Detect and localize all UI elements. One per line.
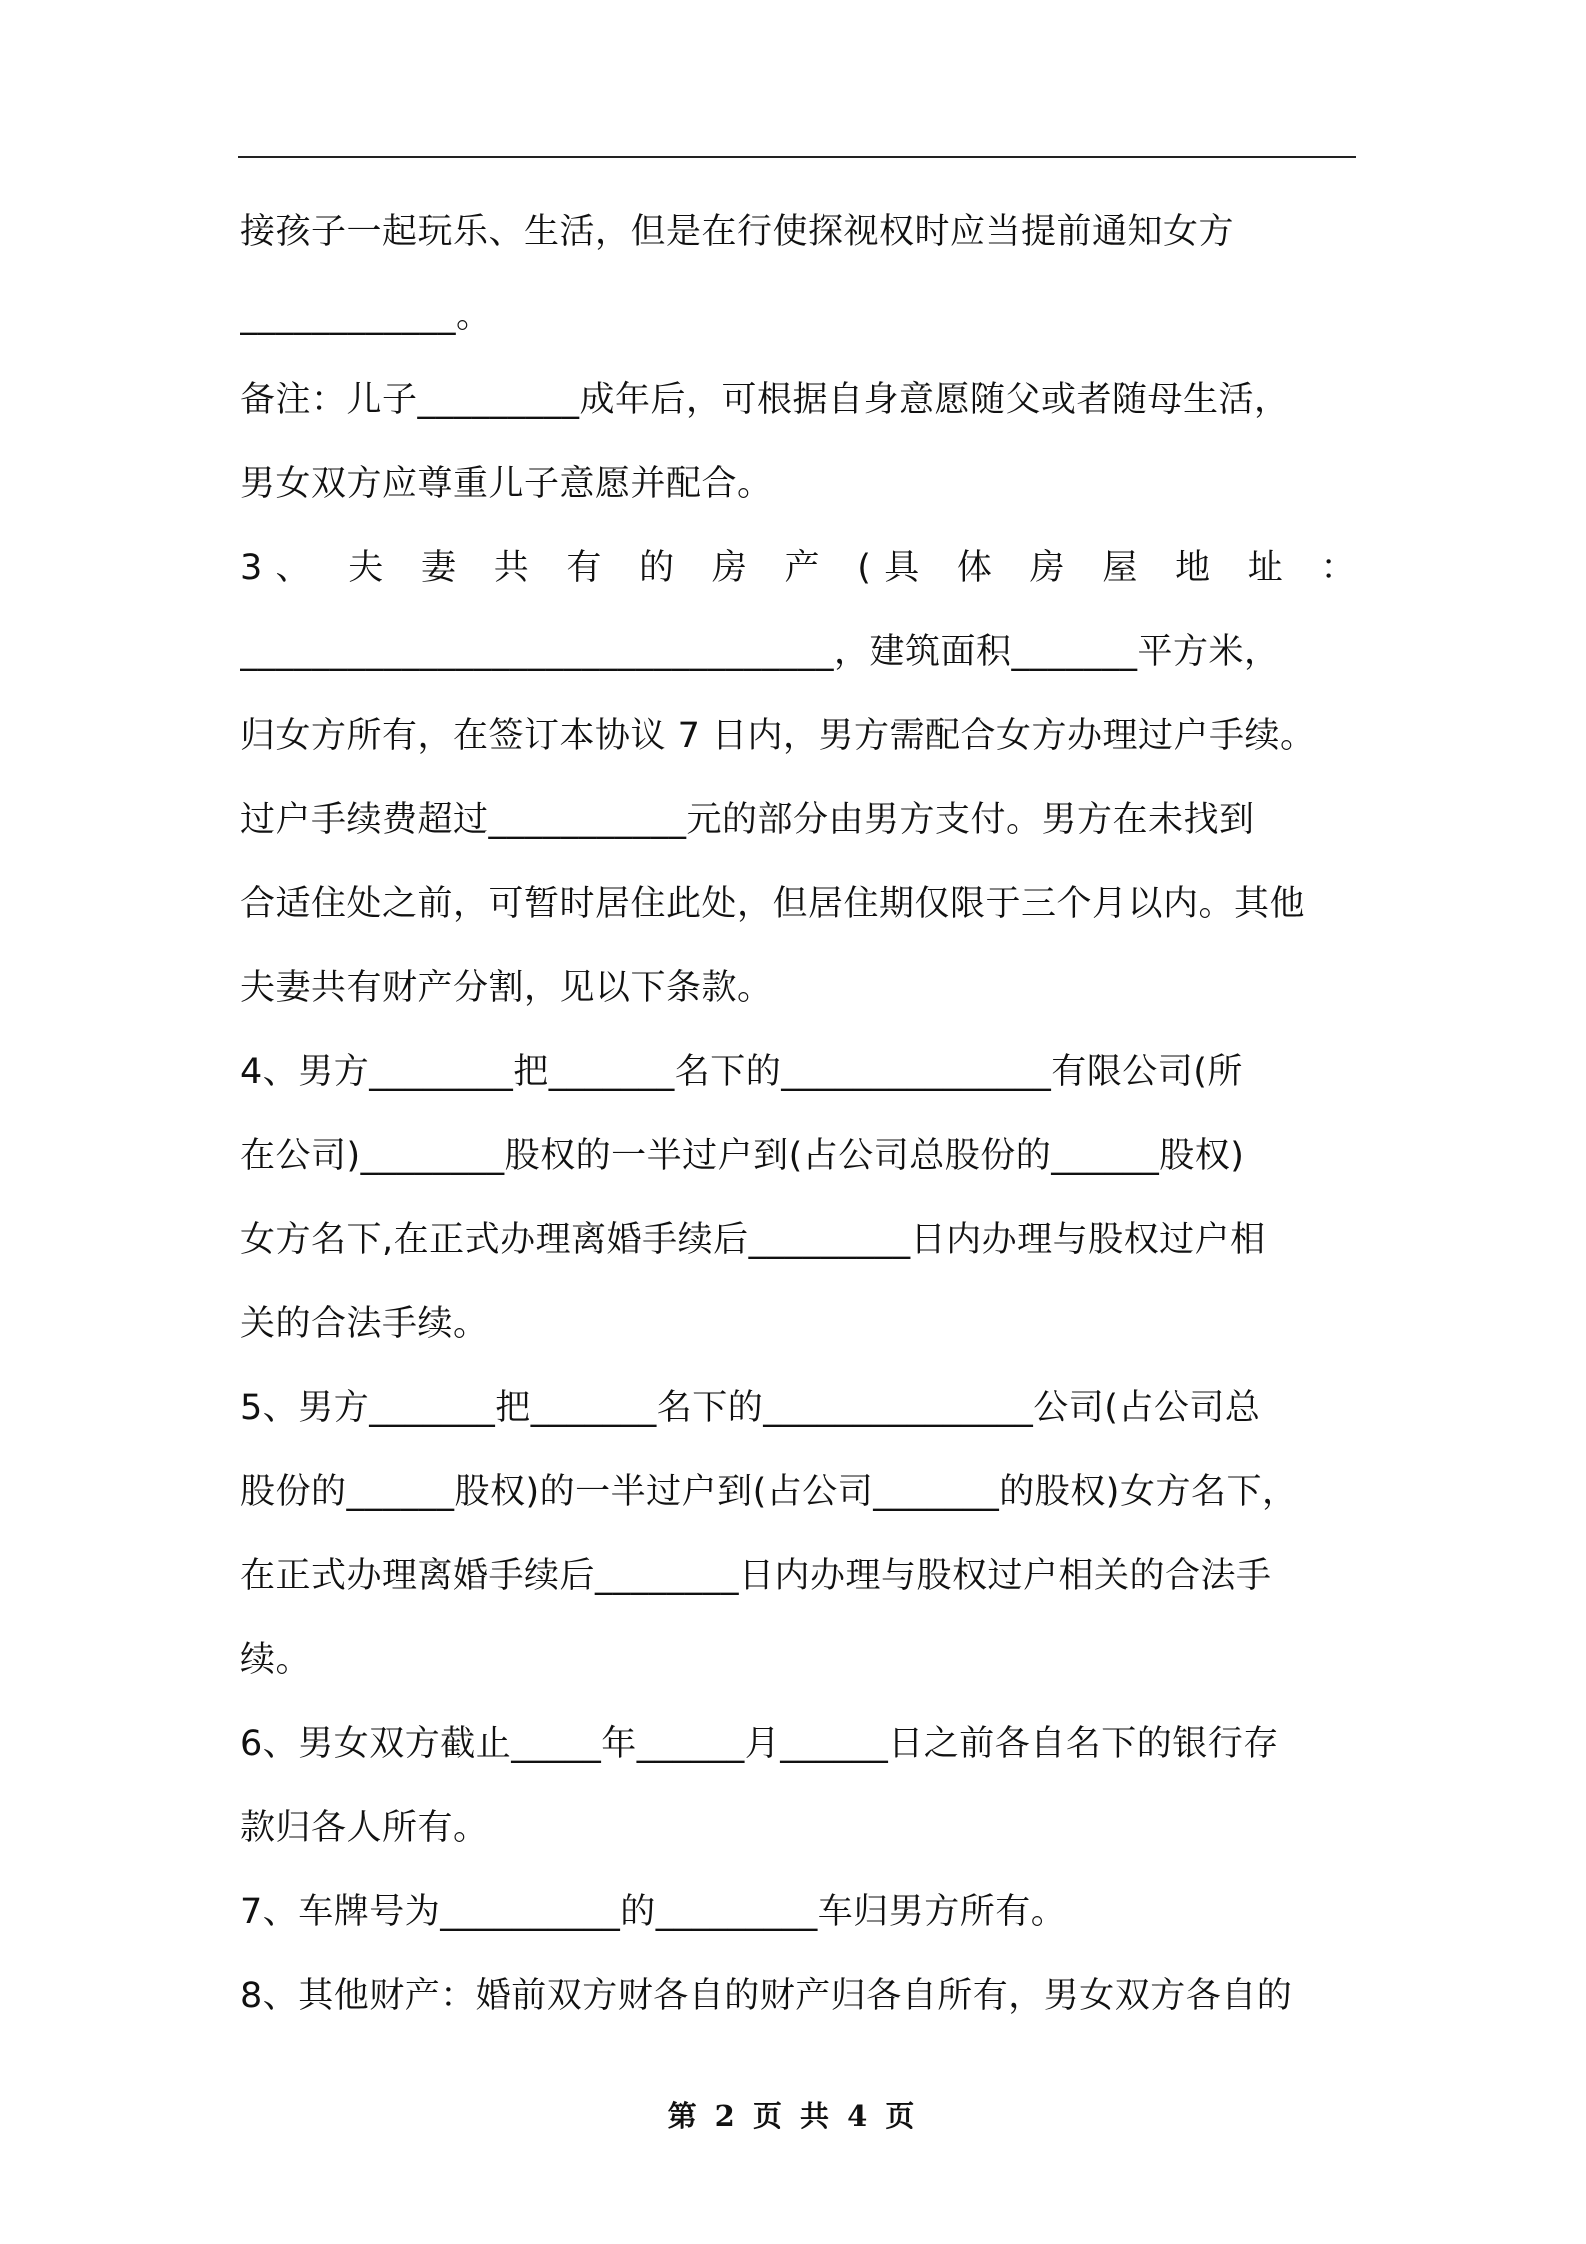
text-line: 8、其他财产：婚前双方财各自的财产归各自所有，男女双方各自的 <box>240 1976 1293 2016</box>
text-line: 5、男方_______把_______名下的_______________公司(占公司总 <box>240 1388 1261 1428</box>
text-line: 夫妻共有财产分割，见以下条款。 <box>240 968 773 1008</box>
text-line: _________________________________，建筑面积_______平方米， <box>240 632 1280 672</box>
text-line: 6、男女双方截止_____年______月______日之前各自名下的银行存 <box>240 1724 1279 1764</box>
header-rule <box>238 156 1356 158</box>
text-line: 合适住处之前，可暂时居住此处，但居住期仅限于三个月以内。其他 <box>240 884 1306 924</box>
text-line: 续。 <box>240 1640 312 1680</box>
text-line: ____________。 <box>240 296 492 336</box>
text-line: 归女方所有，在签订本协议 7 日内，男方需配合女方办理过户手续。 <box>240 716 1316 756</box>
page-number-footer: 第 2 页 共 4 页 <box>667 2099 919 2133</box>
text-line: 备注：儿子_________成年后，可根据自身意愿随父或者随母生活， <box>240 380 1290 420</box>
document-body <box>240 190 1356 2038</box>
text-line: 款归各人所有。 <box>240 1808 489 1848</box>
text-line: 7、车牌号为__________的_________车归男方所有。 <box>240 1892 1067 1932</box>
text-line: 3、 夫 妻 共 有 的 房 产 (具 体 房 屋 地 址 ： <box>240 548 1356 588</box>
text-line: 在公司)________股权的一半过户到(占公司总股份的______股权) <box>240 1136 1245 1176</box>
text-line: 关的合法手续。 <box>240 1304 489 1344</box>
text-line: 4、男方________把_______名下的_______________有限公司(所 <box>240 1052 1243 1092</box>
text-line: 过户手续费超过___________元的部分由男方支付。男方在未找到 <box>240 800 1255 840</box>
text-line: 接孩子一起玩乐、生活，但是在行使探视权时应当提前通知女方 <box>240 212 1235 252</box>
text-line: 女方名下,在正式办理离婚手续后_________日内办理与股权过户相 <box>240 1220 1266 1260</box>
text-line: 男女双方应尊重儿子意愿并配合。 <box>240 464 773 504</box>
text-line: 股份的______股权)的一半过户到(占公司_______的股权)女方名下， <box>240 1472 1298 1512</box>
text-line: 在正式办理离婚手续后________日内办理与股权过户相关的合法手 <box>240 1556 1272 1596</box>
